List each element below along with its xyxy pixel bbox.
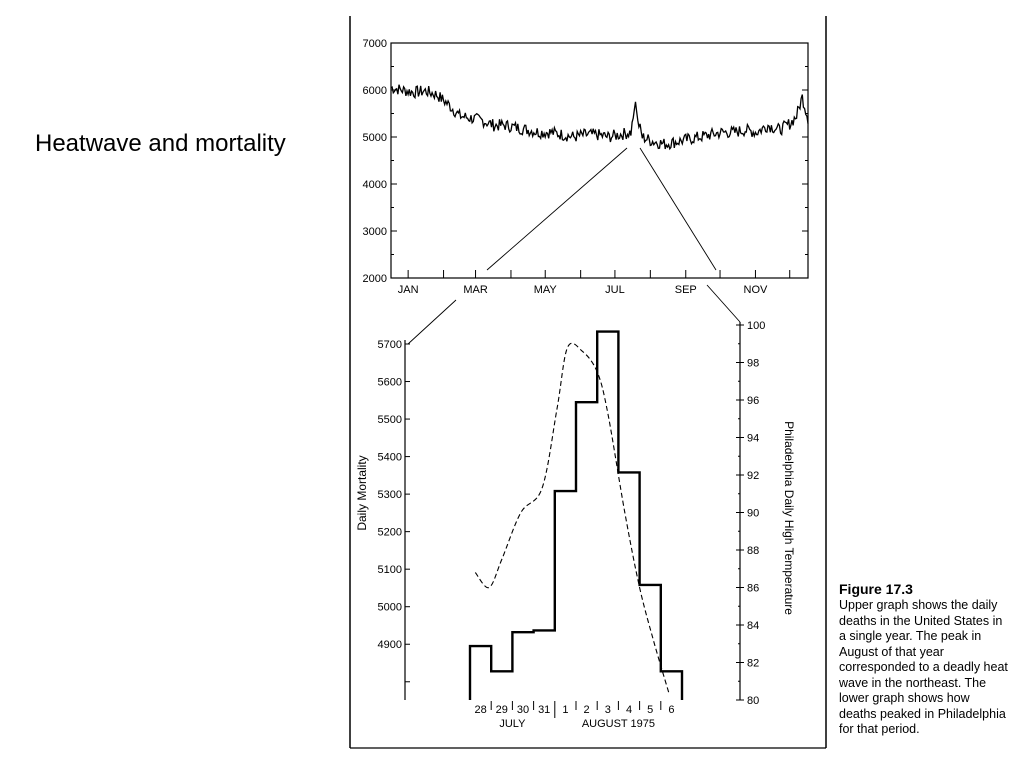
upper-plot-frame	[391, 43, 808, 278]
lower-x-tick-label: 6	[668, 704, 675, 716]
lower-x-tick-label: 30	[516, 704, 530, 716]
upper-x-tick-label: NOV	[743, 284, 768, 296]
lower-x-group-label: AUGUST 1975	[581, 718, 655, 730]
lower-mortality-axis	[378, 339, 410, 700]
zoom-connector-lower-left	[408, 300, 456, 344]
lower-x-group-label: JULY	[499, 718, 526, 730]
upper-x-tick-label: JAN	[397, 284, 419, 296]
upper-x-tick-label: JUL	[605, 284, 625, 296]
lower-y2-tick-label: 84	[747, 620, 760, 632]
philadelphia-mortality-step-line	[470, 332, 682, 700]
zoom-connector-right	[640, 148, 716, 270]
lower-x-tick-label: 29	[495, 704, 508, 716]
lower-y2-tick-label: 92	[747, 470, 760, 482]
upper-x-tick-label: MAR	[463, 284, 488, 296]
lower-y-tick-label: 5400	[377, 451, 402, 464]
figure-caption	[839, 580, 1009, 738]
upper-x-tick-label: SEP	[674, 284, 697, 296]
lower-y-tick-label: 5000	[377, 601, 402, 614]
lower-x-tick-label: 5	[647, 704, 654, 716]
zoom-connector-lower-right	[707, 285, 740, 322]
lower-y2-axis-title: Philadelphia Daily High Temperature	[782, 421, 796, 615]
lower-y2-tick-label: 94	[747, 432, 760, 445]
lower-y2-tick-label: 98	[747, 357, 760, 370]
lower-y-tick-label: 5500	[377, 414, 402, 427]
lower-x-tick-label: 4	[625, 704, 633, 716]
lower-x-tick-label: 31	[538, 704, 551, 716]
caption-title: Figure 17.3	[839, 581, 913, 597]
lower-y2-tick-label: 100	[747, 320, 766, 332]
upper-y-tick-label: 3000	[362, 226, 387, 238]
lower-y-tick-label: 4900	[377, 639, 402, 652]
upper-y-tick-label: 7000	[362, 38, 387, 50]
upper-y-axis	[363, 38, 808, 285]
lower-y2-tick-label: 86	[747, 582, 760, 595]
lower-date-axis	[474, 701, 674, 730]
zoom-connector-left	[487, 148, 627, 270]
upper-x-axis	[398, 270, 790, 296]
upper-x-tick-label: MAY	[533, 284, 557, 296]
lower-y2-tick-label: 96	[747, 395, 760, 407]
lower-y2-tick-label: 80	[747, 695, 760, 707]
lower-temperature-axis	[736, 320, 765, 707]
lower-x-tick-label: 1	[562, 704, 569, 716]
upper-y-tick-label: 5000	[362, 132, 387, 144]
lower-y-tick-label: 5300	[377, 489, 402, 502]
caption-text: Upper graph shows the daily deaths in the United States in a single year. The peak in August of that year corresponded to a deadly heat wave in the northeast. The lower graph shows how deaths peaked in Philadelphia for that period.	[839, 598, 1008, 736]
lower-x-tick-label: 3	[604, 704, 611, 716]
lower-x-tick-label: 28	[474, 704, 487, 716]
lower-y2-tick-label: 90	[747, 507, 760, 520]
lower-x-tick-label: 2	[583, 704, 590, 716]
lower-y2-tick-label: 88	[747, 545, 760, 557]
lower-y-tick-label: 5100	[377, 564, 402, 577]
upper-y-tick-label: 2000	[362, 273, 387, 285]
lower-y-tick-label: 5700	[377, 339, 402, 351]
lower-y-tick-label: 5200	[377, 526, 402, 539]
slide-title: Heatwave and mortality	[35, 130, 286, 157]
upper-y-tick-label: 4000	[362, 179, 387, 191]
upper-daily-deaths-line	[391, 85, 808, 149]
lower-y-tick-label: 5600	[377, 376, 402, 389]
lower-y-axis-title: Daily Mortality	[355, 455, 369, 531]
lower-y2-tick-label: 82	[747, 657, 760, 670]
upper-y-tick-label: 6000	[362, 85, 387, 97]
